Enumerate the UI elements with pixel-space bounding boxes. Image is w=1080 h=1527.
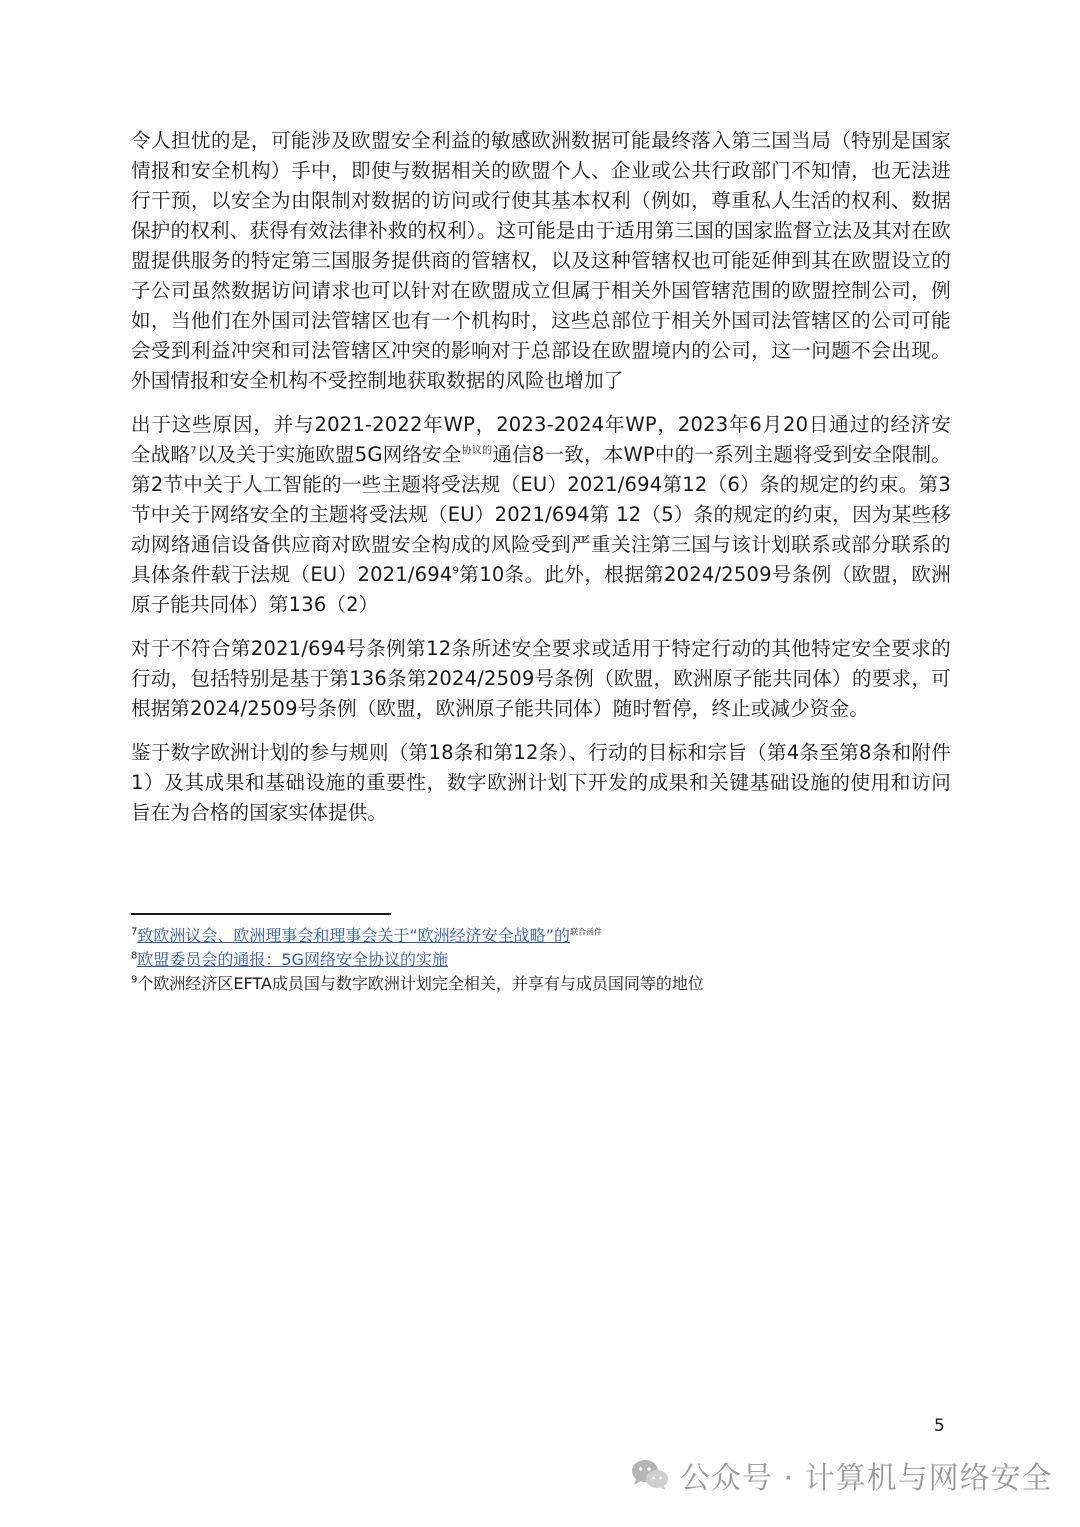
footnote-number: 7 bbox=[131, 926, 138, 938]
footnote-number: 9 bbox=[131, 974, 138, 986]
paragraph-text: 通信8一致，本WP中的一系列主题将受到安全限制。第2节中关于人工智能的一些主题将受法规（EU）2021/694第12（6）条的规定的约束。第3节中关于网络安全的主题将受法规（EU）2021/694第 12（5）条的规定的约束，因为某些移动网络通信设备供应商对欧盟安全构成的风险受到严重关注第三国与该计划联系或部分联系的具体条件载于法规（EU）2021/694 bbox=[131, 443, 951, 586]
paragraph-participation-rules: 鉴于数字欧洲计划的参与规则（第18条和第12条）、行动的目标和宗旨（第4条至第8条和附件1）及其成果和基础设施的重要性，数字欧洲计划下开发的成果和关键基础设施的使用和访问旨在为合格的国家实体提供。 bbox=[131, 741, 951, 824]
watermark-text: 公众号 · 计算机与网络安全 bbox=[680, 1461, 1053, 1496]
footnote-suffix: 联合函件 bbox=[569, 927, 602, 937]
footnote-text: 个欧洲经济区EFTA成员国与数字欧洲计划完全相关，并享有与成员国同等的地位 bbox=[137, 974, 704, 993]
footnotes bbox=[131, 924, 951, 996]
footnote-7 bbox=[131, 924, 951, 948]
paragraph-text: 以及关于实施欧盟5G网络安全 bbox=[196, 443, 462, 466]
superscript-note: 协议的 bbox=[461, 445, 493, 457]
paragraph-text: 出于这些原因，并与2021-2022年WP，2023-2024年WP，2023年6月20日通过的经济安全战略 bbox=[131, 413, 951, 466]
footnote-divider bbox=[131, 913, 391, 915]
footnote-ref-9[interactable]: 9 bbox=[452, 565, 460, 577]
wechat-icon bbox=[630, 1457, 670, 1493]
footnote-8 bbox=[131, 948, 951, 972]
footnote-ref-7[interactable]: 7 bbox=[190, 445, 197, 457]
paragraph-data-access-concern: 令人担忧的是，可能涉及欧盟安全利益的敏感欧洲数据可能最终落入第三国当局（特别是国家情报和安全机构）手中，即使与数据相关的欧盟个人、企业或公共行政部门不知情，也无法进行干预，以安全为由限制对数据的访问或行使其基本权利（例如，尊重私人生活的权利、数据保护的权利、获得有效法律补救的权利）。这可能是由于适用第三国的国家监督立法及其对在欧盟提供服务的特定第三国服务提供商的管辖权，以及这种管辖权也可能延伸到其在欧盟设立的子公司虽然数据访问请求也可以针对在欧盟成立但属于相关外国管辖范围的欧盟控制公司，例如，当他们在外国司法管辖区也有一个机构时，这些总部位于相关外国司法管辖区的公司可能会受到利益冲突和司法管辖区冲突的影响对于总部设在欧盟境内的公司，这一问题不会出现。外国情报和安全机构不受控制地获取数据的风险也增加了 bbox=[131, 129, 951, 392]
paragraph-text: 第10条。此外，根据第2024/2509号条例（欧盟，欧洲原子能共同体）第136（2） bbox=[131, 563, 952, 616]
paragraph-funding-suspension: 对于不符合第2021/694号条例第12条所述安全要求或适用于特定行动的其他特定安全要求的行动，包括特别是基于第136条第2024/2509号条例（欧盟，欧洲原子能共同体）的要求，可根据第2024/2509号条例（欧盟，欧洲原子能共同体）随时暂停，终止或减少资金。 bbox=[131, 637, 951, 720]
page-number: 5 bbox=[934, 1416, 945, 1436]
document-body bbox=[131, 126, 951, 842]
footnote-9 bbox=[131, 972, 951, 996]
footnote-8-link[interactable]: 欧盟委员会的通报：5G网络安全协议的实施 bbox=[137, 950, 448, 969]
watermark bbox=[630, 1452, 1053, 1498]
footnote-number: 8 bbox=[131, 950, 138, 962]
footnote-7-link[interactable]: 致欧洲议会、欧洲理事会和理事会关于“欧洲经济安全战略”的 bbox=[137, 926, 570, 945]
paragraph-security-restrictions bbox=[131, 410, 951, 620]
